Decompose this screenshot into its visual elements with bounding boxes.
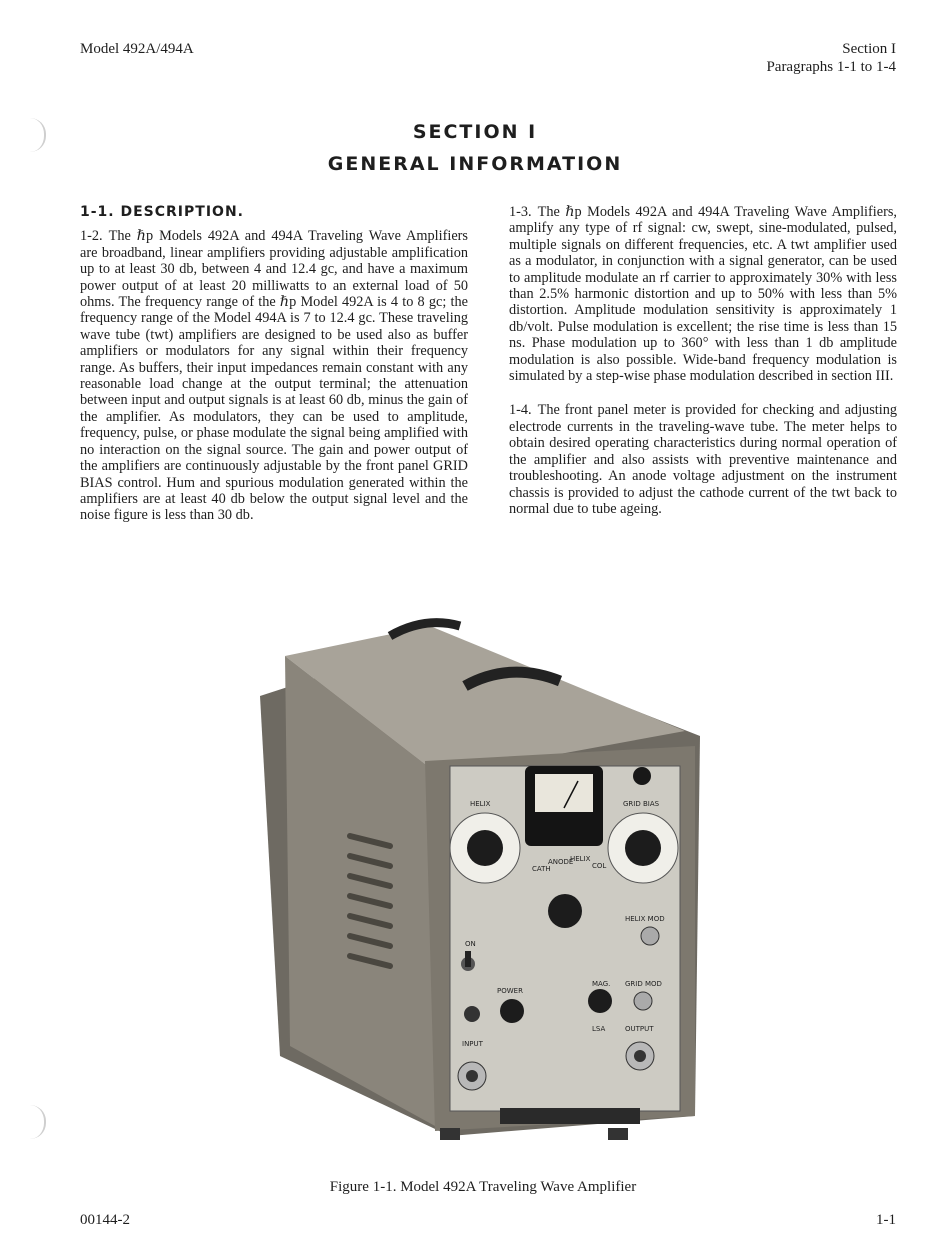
header-section-block: [766, 40, 896, 76]
paragraph-number: 1-3.: [509, 204, 532, 220]
col-label: COL: [592, 862, 607, 870]
binder-mark: [30, 1105, 46, 1139]
footer-page-number: 1-1: [876, 1212, 896, 1228]
footer-doc-number: 00144-2: [80, 1212, 130, 1228]
paragraph-text: The front panel meter is provided for checking and adjusting electrode currents in the traveling-wave tube. The meter helps to obtain desired operating characteristics during normal operation of the amplifier and also assists with preventive maintenance and troubleshooting. An anode voltage adjustment on the instrument chassis is provided to adjust the cathode current of the twt back to normal due to tube ageing.: [509, 402, 897, 517]
paragraph-number: 1-2.: [80, 228, 103, 245]
description-heading: 1-1. DESCRIPTION.: [80, 204, 244, 220]
header-section: Section I: [842, 41, 896, 57]
cath-label: CATH: [532, 865, 551, 873]
paragraph-1-4: [509, 402, 897, 517]
helix-select-label: HELIX: [570, 855, 591, 863]
figure-caption: Figure 1-1. Model 492A Traveling Wave Amplifier: [329, 1179, 637, 1195]
helix-mod-label: HELIX MOD: [625, 915, 665, 923]
section-title: SECTION I: [412, 121, 538, 143]
helix-label: HELIX: [470, 800, 491, 808]
header-paragraphs: Paragraphs 1-1 to 1-4: [766, 59, 896, 75]
grid-bias-label: GRID BIAS: [623, 800, 660, 808]
on-label: ON: [465, 940, 476, 948]
grid-mod-label: GRID MOD: [625, 980, 662, 988]
paragraph-1-2: [80, 228, 468, 523]
power-label: POWER: [497, 987, 523, 995]
header-model: Model 492A/494A: [80, 41, 194, 57]
paragraph-1-3: [509, 204, 897, 384]
lsa-label: LSA: [592, 1025, 606, 1033]
right-column: [509, 204, 897, 535]
paragraph-text: The ℏp Models 492A and 494A Traveling Wave Amplifiers, amplify any type of rf signal: cw, swept, sine-modulated, pulsed, multiple signals on different frequencies, etc. A twt amplifier used as a modulator, in conjunction with a signal generator, can be used to amplitude modulate an rf carrier to approximately 30% with less than 2.5% harmonic distortion and up to 50% with less than 5% distortion. Amplitude modulation sensitivity is approximately 1 db/volt. Pulse modulation is excellent; the rise time is less than 15 ns. Phase modulation up to 360° with less than 1 db amplitude modulation is also possible. Wide-band frequency modulation is simulated by a step-wise phase modulation described in section III.: [509, 204, 897, 385]
mag-label: MAG.: [592, 980, 611, 988]
paragraph-text: The ℏp Models 492A and 494A Traveling Wave Amplifiers are broadband, linear amplifiers providing adjustable amplification up to at least 30 db, between 4 and 12.4 gc, and have a maximum power output of at least 20 milliwatts to an external load of 50 ohms. The frequency range of the ℏp Model 492A is 4 to 8 gc; the frequency range of the Model 494A is 7 to 12.4 gc. These traveling wave tube (twt) amplifiers are designed to be used also as buffer amplifiers or modulators for any signal within their frequency range. As buffers, their input impedances remain constant with any reasonable load change at the output terminal; the attenuation between input and output signals is at least 60 db, minus the gain of the amplifier. As modulators, they can be used to amplitude, frequency, pulse, or phase modulate the signal being amplified with no interaction on the signal source. The gain and power output of the amplifiers are continuously adjustable by the front panel GRID BIAS control. Hum and spurious modulation generated within the amplifiers are at least 40 db below the output signal level and the noise figure is less than 30 db.: [80, 228, 468, 524]
left-column: [80, 204, 468, 542]
instrument-photo: [240, 616, 710, 1156]
output-label: OUTPUT: [625, 1025, 654, 1033]
amplifier-illustration: [240, 616, 710, 1156]
section-subtitle: GENERAL INFORMATION: [327, 153, 623, 175]
input-label: INPUT: [462, 1040, 483, 1048]
anode-label: ANODE: [548, 858, 574, 866]
paragraph-number: 1-4.: [509, 402, 532, 419]
